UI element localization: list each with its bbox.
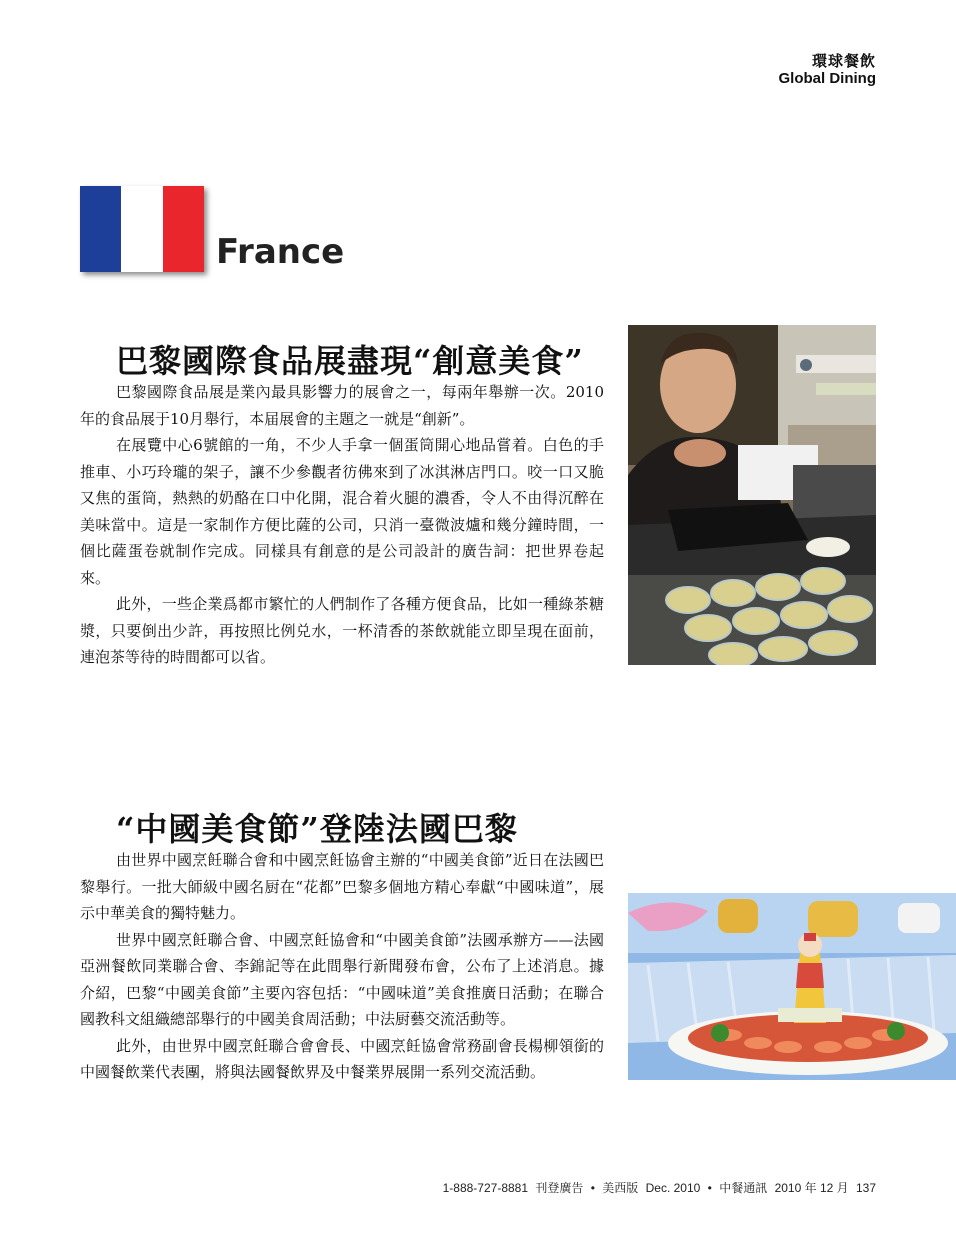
article1-body [80,379,604,671]
article1-paragraph: 在展覽中心6號館的一角，不少人手拿一個蛋筒開心地品嘗着。白色的手推車、小巧玲瓏的架子，讓不少參觀者彷佛來到了冰淇淋店門口。咬一口又脆又焦的蛋筒，熱熱的奶酪在口中化開，混合着火腿的濃香，令人不由得沉醉在美味當中。這是一家制作方便比薩的公司，只消一臺微波爐和幾分鐘時間，一個比薩蛋卷就制作完成。同樣具有創意的是公司設計的廣告詞：把世界卷起來。 [80,436,604,587]
photo-chef-at-food-fair [628,325,876,665]
article1-paragraph: 巴黎國際食品展是業內最具影響力的展會之一，每兩年舉辦一次。2010年的食品展于10月舉行，本届展會的主題之一就是“創新”。 [80,383,604,428]
page-number: 137 [855,1181,876,1195]
article2-paragraph: 此外，由世界中國烹飪聯合會會長、中國烹飪協會常務副會長楊柳領銜的中國餐飲業代表團，將與法國餐飲界及中餐業界展開一系列交流活動。 [80,1036,604,1081]
page-footer [439,1179,876,1196]
flag-stripe-blue [80,186,121,272]
photo-chinese-food-display [628,893,956,1080]
flag-stripe-white [121,186,162,272]
article2-paragraph: 由世界中國烹飪聯合會和中國烹飪協會主辦的“中國美食節”近日在法國巴黎舉行。一批大師級中國名厨在“花都”巴黎多個地方精心奉獻“中國味道”，展示中華美食的獨特魅力。 [80,851,604,922]
flag-stripe-red [163,186,204,272]
section-label-chinese: 環球餐飲 [811,52,876,70]
section-label-english: Global Dining [778,70,876,87]
footer-edition: 美西版 [602,1181,639,1195]
article2-paragraph: 世界中國烹飪聯合會、中國烹飪協會和“中國美食節”法國承辦方——法國亞洲餐飲同業聯合會、李錦記等在此間舉行新聞發布會，公布了上述消息。據介紹，巴黎“中國美食節”主要內容包括：“中國味道”美食推廣日活動；在聯合國教科文組織總部舉行的中國美食周活動；中法厨藝交流活動等。 [80,930,604,1028]
footer-separator: • [707,1181,712,1195]
france-flag [80,186,204,272]
article1-title: 巴黎國際食品展盡現“創意美食” [116,342,584,380]
footer-date-en: Dec. 2010 [645,1181,701,1195]
country-title: France [216,232,345,272]
article1-paragraph: 此外，一些企業爲都市繁忙的人們制作了各種方便食品，比如一種綠茶糖漿，只要倒出少許，再按照比例兑水，一杯清香的茶飲就能立即呈現在面前，連泡茶等待的時間都可以省。 [80,595,604,666]
article2-title: “中國美食節”登陸法國巴黎 [116,810,518,848]
footer-separator: • [590,1181,595,1195]
footer-phone: 1-888-727-8881 [442,1181,529,1195]
article2-body [80,847,604,1086]
footer-publication: 中餐通訊 [719,1181,768,1195]
footer-ad-label: 刊登廣告 [535,1181,584,1195]
footer-date-cn: 2010 年 12 月 [774,1181,849,1195]
